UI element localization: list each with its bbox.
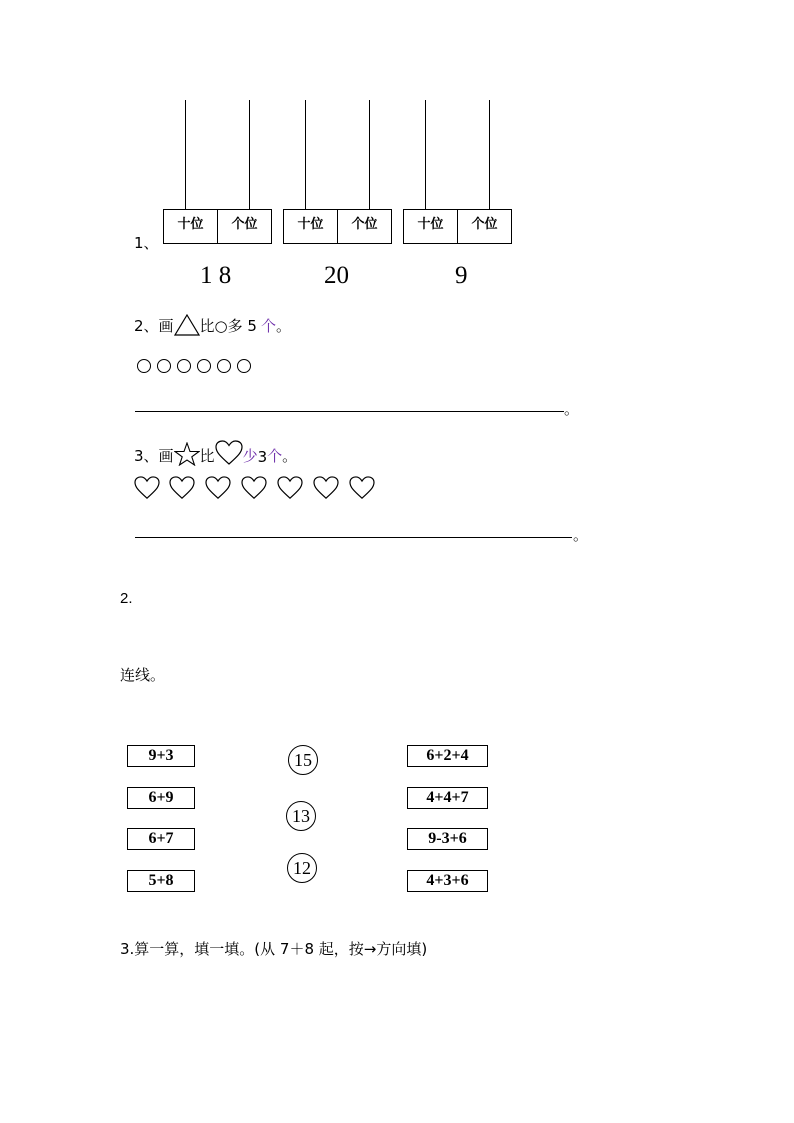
abacus-number-1: 1 8 — [200, 262, 232, 289]
left-expression[interactable]: 5+8 — [127, 870, 195, 892]
right-expression[interactable]: 9-3+6 — [407, 828, 488, 850]
heart-icon — [277, 476, 303, 500]
q3-mid: 比 — [199, 447, 215, 465]
abacus-number-3: 9 — [455, 262, 468, 289]
circle-icon — [177, 359, 191, 373]
section-3-title: 3.算一算，填一填。(从 7＋8 起，按→方向填) — [120, 940, 428, 958]
q3-unit: 个 — [267, 447, 283, 465]
ones-label: 个位 — [337, 210, 391, 243]
tens-label: 十位 — [417, 217, 444, 232]
abacus-number-2: 20 — [324, 262, 349, 289]
q2-prefix: 2、画 — [134, 317, 174, 335]
left-expression[interactable]: 6+9 — [127, 787, 195, 809]
answer-line-q2[interactable] — [135, 411, 564, 412]
q3-line-end: 。 — [573, 526, 589, 544]
q2-unit: 个 — [260, 317, 276, 335]
tens-label: 十位 — [297, 217, 324, 232]
heart-icon — [241, 476, 267, 500]
left-expression[interactable]: 9+3 — [127, 745, 195, 767]
question-3-text — [134, 440, 297, 466]
triangle-icon — [174, 314, 200, 336]
answer-circle[interactable]: 12 — [287, 853, 317, 883]
heart-icon — [313, 476, 339, 500]
abacus-base-3 — [403, 209, 512, 244]
abacus-base-1 — [163, 209, 272, 244]
ones-label: 个位 — [457, 210, 511, 243]
heart-icon — [215, 440, 243, 466]
abacus-rod — [249, 100, 250, 210]
abacus-base-2 — [283, 209, 392, 244]
abacus-rod — [425, 100, 426, 210]
tens-label: 十位 — [177, 217, 204, 232]
q2-end: 。 — [275, 317, 291, 335]
heart-icon — [134, 476, 160, 500]
left-expression[interactable]: 6+7 — [127, 828, 195, 850]
answer-circle[interactable]: 15 — [288, 745, 318, 775]
abacus-rod — [369, 100, 370, 210]
abacus-rod — [185, 100, 186, 210]
q3-prefix: 3、画 — [134, 447, 174, 465]
abacus-rod — [489, 100, 490, 210]
circle-icon — [237, 359, 251, 373]
section-2-number: 2. — [120, 590, 133, 607]
right-expression[interactable]: 6+2+4 — [407, 745, 488, 767]
circle-icon — [197, 359, 211, 373]
heart-icon — [349, 476, 375, 500]
answer-circle[interactable]: 13 — [286, 801, 316, 831]
right-expression[interactable]: 4+4+7 — [407, 787, 488, 809]
q3-end: 。 — [282, 447, 298, 465]
circle-row — [137, 355, 257, 374]
heart-icon — [205, 476, 231, 500]
ones-label: 个位 — [217, 210, 271, 243]
heart-icon — [169, 476, 195, 500]
circle-icon — [217, 359, 231, 373]
answer-line-q3[interactable] — [135, 537, 572, 538]
abacus-rod — [305, 100, 306, 210]
section-2-instruction: 连线。 — [120, 666, 166, 684]
q3-less: 少 — [242, 447, 258, 465]
q3-count: 3 — [257, 448, 268, 466]
circle-icon — [157, 359, 171, 373]
question-2-text — [134, 314, 291, 336]
q2-mid: 比○多 5 — [199, 317, 257, 335]
circle-icon — [137, 359, 151, 373]
q2-line-end: 。 — [564, 400, 580, 418]
question-1-number: 1、 — [134, 234, 159, 252]
star-icon — [174, 442, 200, 466]
right-expression[interactable]: 4+3+6 — [407, 870, 488, 892]
